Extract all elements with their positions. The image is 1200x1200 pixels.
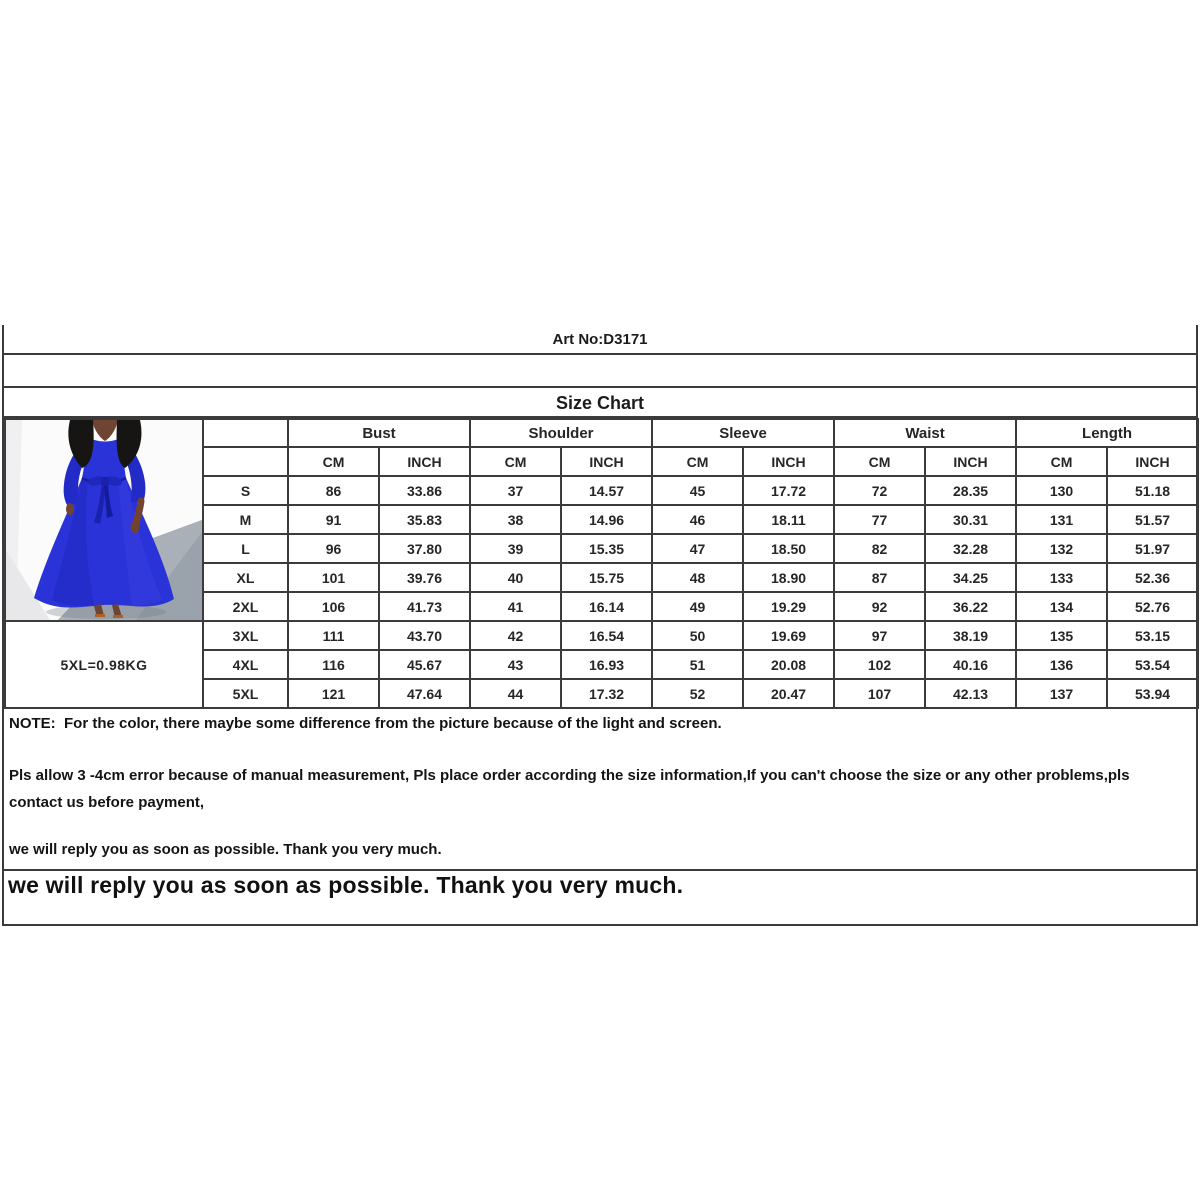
measurement-value: 137 — [1016, 679, 1107, 708]
measurement-value: 18.11 — [743, 505, 834, 534]
size-label: 4XL — [203, 650, 288, 679]
unit-header-cm: CM — [652, 447, 743, 476]
measurement-value: 17.72 — [743, 476, 834, 505]
size-label: M — [203, 505, 288, 534]
measurement-value: 130 — [1016, 476, 1107, 505]
measurement-value: 43.70 — [379, 621, 470, 650]
measurement-value: 41.73 — [379, 592, 470, 621]
size-chart-title-row — [4, 388, 1196, 418]
measurement-value: 121 — [288, 679, 379, 708]
measurement-value: 51.97 — [1107, 534, 1198, 563]
size-chart-title: Size Chart — [555, 393, 645, 413]
measurement-value: 96 — [288, 534, 379, 563]
art-no-text: Art No:D3171 — [552, 331, 648, 348]
measurement-value: 77 — [834, 505, 925, 534]
size-label: XL — [203, 563, 288, 592]
unit-header-inch: INCH — [743, 447, 834, 476]
measurement-value: 45.67 — [379, 650, 470, 679]
measurement-value: 136 — [1016, 650, 1107, 679]
measurement-value: 102 — [834, 650, 925, 679]
measurement-value: 82 — [834, 534, 925, 563]
unit-header-cm: CM — [288, 447, 379, 476]
measurement-value: 37 — [470, 476, 561, 505]
size-col-header-empty — [203, 447, 288, 476]
measurement-value: 133 — [1016, 563, 1107, 592]
size-chart-sheet — [2, 325, 1198, 926]
unit-header-inch: INCH — [1107, 447, 1198, 476]
size-label: L — [203, 534, 288, 563]
group-header-waist: Waist — [834, 419, 1016, 447]
measurement-value: 19.69 — [743, 621, 834, 650]
measurement-value: 17.32 — [561, 679, 652, 708]
measurement-value: 20.47 — [743, 679, 834, 708]
weight-note-text: 5XL=0.98KG — [60, 656, 148, 673]
size-label: 3XL — [203, 621, 288, 650]
measurement-value: 72 — [834, 476, 925, 505]
group-header-row — [5, 419, 1198, 447]
weight-note-cell — [5, 621, 203, 708]
measurement-value: 28.35 — [925, 476, 1016, 505]
measurement-value: 36.22 — [925, 592, 1016, 621]
measurement-value: 47 — [652, 534, 743, 563]
size-col-header-empty — [203, 419, 288, 447]
measurement-value: 14.57 — [561, 476, 652, 505]
unit-header-cm: CM — [470, 447, 561, 476]
measurement-value: 87 — [834, 563, 925, 592]
measurement-value: 45 — [652, 476, 743, 505]
bow-knot — [101, 477, 109, 485]
measurement-value: 37.80 — [379, 534, 470, 563]
measurement-value: 111 — [288, 621, 379, 650]
measurement-value: 135 — [1016, 621, 1107, 650]
product-photo-dress-illustration — [6, 420, 202, 620]
measurement-value: 15.75 — [561, 563, 652, 592]
measurement-value: 41 — [470, 592, 561, 621]
group-header-bust: Bust — [288, 419, 470, 447]
unit-header-cm: CM — [834, 447, 925, 476]
measurement-value: 35.83 — [379, 505, 470, 534]
measurement-value: 39.76 — [379, 563, 470, 592]
measurement-value: 15.35 — [561, 534, 652, 563]
measurement-value: 38.19 — [925, 621, 1016, 650]
measurement-value: 40 — [470, 563, 561, 592]
group-header-length: Length — [1016, 419, 1198, 447]
measurement-value: 101 — [288, 563, 379, 592]
art-no-row — [4, 325, 1196, 355]
measurement-value: 52 — [652, 679, 743, 708]
measurement-value: 116 — [288, 650, 379, 679]
measurement-value: 91 — [288, 505, 379, 534]
measurement-value: 52.76 — [1107, 592, 1198, 621]
including-row — [4, 355, 1196, 388]
size-label: S — [203, 476, 288, 505]
measurement-value: 97 — [834, 621, 925, 650]
measurement-value: 86 — [288, 476, 379, 505]
hand — [131, 521, 140, 533]
measurement-value: 51 — [652, 650, 743, 679]
group-header-shoulder: Shoulder — [470, 419, 652, 447]
group-header-sleeve: Sleeve — [652, 419, 834, 447]
measurement-value: 52.36 — [1107, 563, 1198, 592]
notes-section — [4, 709, 1196, 871]
size-row-3xl — [5, 621, 1198, 650]
reply-note: we will reply you as soon as possible. Thank you very much. — [9, 841, 442, 858]
size-chart-table — [4, 418, 1199, 709]
product-photo-cell — [5, 419, 203, 621]
measurement-value: 39 — [470, 534, 561, 563]
size-label: 2XL — [203, 592, 288, 621]
measurement-value: 33.86 — [379, 476, 470, 505]
measurement-value: 132 — [1016, 534, 1107, 563]
measurement-value: 47.64 — [379, 679, 470, 708]
measurement-note-line2: contact us before payment, — [9, 794, 205, 811]
measurement-value: 34.25 — [925, 563, 1016, 592]
measurement-value: 48 — [652, 563, 743, 592]
measurement-value: 131 — [1016, 505, 1107, 534]
measurement-value: 50 — [652, 621, 743, 650]
unit-header-inch: INCH — [925, 447, 1016, 476]
color-note: NOTE: For the color, there maybe some difference from the picture because of the light and screen. — [9, 715, 722, 732]
measurement-value: 106 — [288, 592, 379, 621]
measurement-value: 134 — [1016, 592, 1107, 621]
measurement-value: 46 — [652, 505, 743, 534]
measurement-value: 107 — [834, 679, 925, 708]
measurement-value: 18.90 — [743, 563, 834, 592]
unit-header-inch: INCH — [379, 447, 470, 476]
measurement-note-line1: Pls allow 3 -4cm error because of manual measurement, Pls place order according the size information,If you can't choose the size or any other problems,pls — [9, 767, 1130, 784]
measurement-value: 40.16 — [925, 650, 1016, 679]
measurement-value: 49 — [652, 592, 743, 621]
measurement-value: 92 — [834, 592, 925, 621]
measurement-value: 53.94 — [1107, 679, 1198, 708]
measurement-value: 51.18 — [1107, 476, 1198, 505]
measurement-value: 44 — [470, 679, 561, 708]
measurement-value: 16.93 — [561, 650, 652, 679]
measurement-value: 18.50 — [743, 534, 834, 563]
reply-note-large: we will reply you as soon as possible. Thank you very much. — [8, 872, 684, 898]
measurement-value: 14.96 — [561, 505, 652, 534]
reply-note-large-box — [4, 871, 1196, 926]
measurement-value: 30.31 — [925, 505, 1016, 534]
measurement-note — [9, 762, 1190, 816]
measurement-value: 43 — [470, 650, 561, 679]
right-sandal — [113, 615, 123, 618]
measurement-value: 32.28 — [925, 534, 1016, 563]
measurement-value: 53.15 — [1107, 621, 1198, 650]
measurement-value: 20.08 — [743, 650, 834, 679]
measurement-value: 38 — [470, 505, 561, 534]
unit-header-inch: INCH — [561, 447, 652, 476]
size-label: 5XL — [203, 679, 288, 708]
measurement-value: 42 — [470, 621, 561, 650]
left-sandal — [95, 614, 105, 617]
measurement-value: 16.54 — [561, 621, 652, 650]
unit-header-cm: CM — [1016, 447, 1107, 476]
measurement-value: 53.54 — [1107, 650, 1198, 679]
measurement-value: 51.57 — [1107, 505, 1198, 534]
measurement-value: 16.14 — [561, 592, 652, 621]
measurement-value: 19.29 — [743, 592, 834, 621]
measurement-value: 42.13 — [925, 679, 1016, 708]
